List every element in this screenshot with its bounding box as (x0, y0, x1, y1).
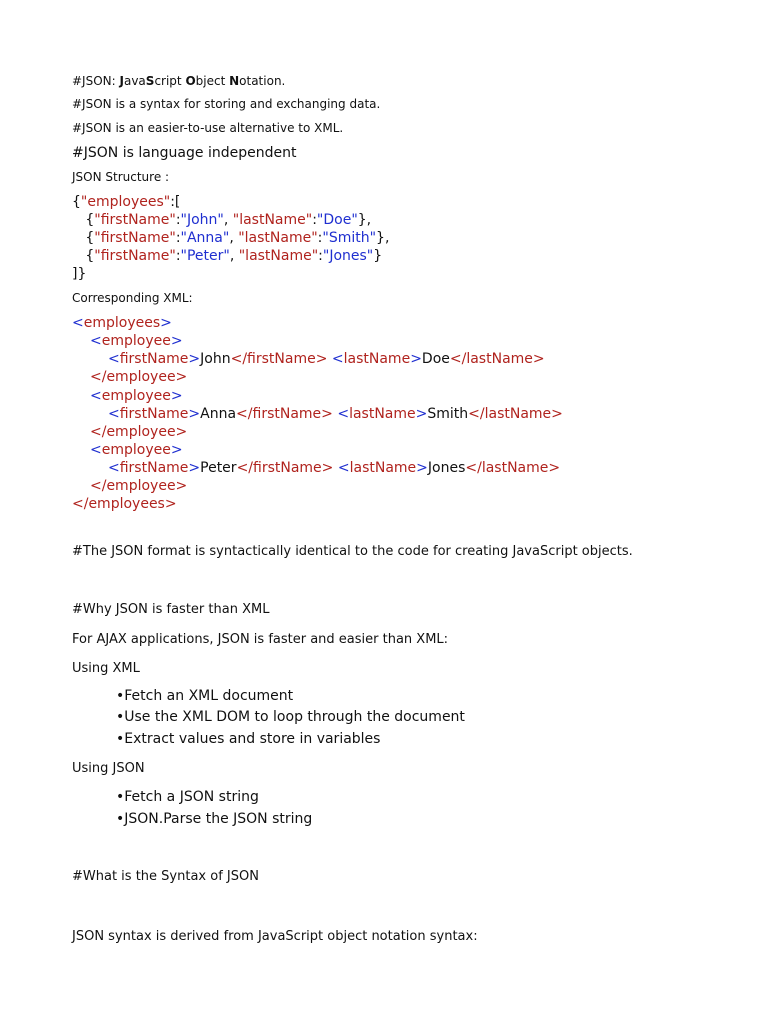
syntax-heading: #What is the Syntax of JSON (72, 869, 259, 884)
xml-code-line: </employee> (90, 478, 188, 494)
xml-code-line: <employees> (72, 315, 172, 331)
list-item: •JSON.Parse the JSON string (116, 811, 313, 827)
json-code-line: ]} (72, 266, 87, 282)
intro-title: #JSON: JavaScript Object Notation. (72, 74, 286, 88)
json-code-line: {"employees":[ (72, 194, 181, 210)
xml-code-line: <employee> (90, 388, 183, 404)
list-item: •Use the XML DOM to loop through the document (116, 709, 465, 725)
xml-code-line: </employee> (90, 369, 188, 385)
xml-code-line: <employee> (90, 442, 183, 458)
intro-line-independent: #JSON is language independent (72, 145, 297, 161)
using-json-label: Using JSON (72, 761, 145, 776)
intro-line-syntax: #JSON is a syntax for storing and exchanging data. (72, 97, 381, 111)
xml-code-line: <employee> (90, 333, 183, 349)
xml-code-line: <firstName>John</firstName> <lastName>Doe</lastName> (108, 351, 545, 367)
json-code-row: {"firstName":"Peter", "lastName":"Jones"} (72, 248, 383, 264)
ajax-line: For AJAX applications, JSON is faster and easier than XML: (72, 632, 449, 647)
intro-line-alternative: #JSON is an easier-to-use alternative to XML. (72, 121, 344, 135)
why-json-heading: #Why JSON is faster than XML (72, 602, 270, 617)
xml-code-line: <firstName>Anna</firstName> <lastName>Smith</lastName> (108, 406, 563, 422)
list-item: •Extract values and store in variables (116, 731, 381, 747)
json-structure-heading: JSON Structure : (72, 170, 170, 184)
derived-line: JSON syntax is derived from JavaScript object notation syntax: (72, 929, 478, 944)
xml-code-line: </employees> (72, 496, 177, 512)
json-code-row: {"firstName":"John", "lastName":"Doe"}, (72, 212, 372, 228)
syntax-identical-note: #The JSON format is syntactically identical to the code for creating JavaScript objects. (72, 544, 633, 559)
using-xml-label: Using XML (72, 661, 140, 676)
list-item: •Fetch an XML document (116, 688, 294, 704)
xml-heading: Corresponding XML: (72, 291, 193, 305)
list-item: •Fetch a JSON string (116, 789, 259, 805)
json-code-row: {"firstName":"Anna", "lastName":"Smith"}, (72, 230, 390, 246)
xml-code-line: </employee> (90, 424, 188, 440)
xml-code-line: <firstName>Peter</firstName> <lastName>Jones</lastName> (108, 460, 561, 476)
